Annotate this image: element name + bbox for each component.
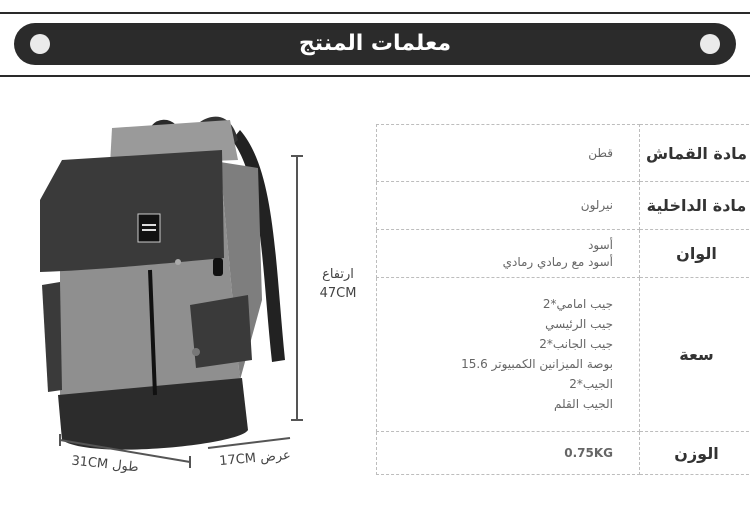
spec-key: الوزن bbox=[640, 432, 750, 475]
spec-value-line: أسود bbox=[588, 237, 613, 252]
banner-dot-right bbox=[700, 34, 720, 54]
spec-value bbox=[377, 432, 640, 475]
header-banner bbox=[14, 23, 736, 65]
backpack-image bbox=[0, 90, 375, 528]
spec-value bbox=[377, 278, 640, 432]
height-dimension-cap-bottom bbox=[291, 419, 303, 421]
spec-value-line: جيب الرئيسي bbox=[545, 317, 613, 331]
spec-key: الوان bbox=[640, 230, 750, 278]
top-rule bbox=[0, 12, 750, 14]
height-dimension-cap-top bbox=[291, 155, 303, 157]
width-value: 17CM bbox=[218, 450, 257, 470]
table-row bbox=[377, 230, 750, 278]
spec-value-line: جيب الجانب*2 bbox=[539, 337, 613, 351]
table-row bbox=[377, 432, 750, 475]
spec-key: مادة القماش bbox=[640, 125, 750, 182]
spec-value bbox=[377, 182, 640, 230]
spec-value-line: الجيب القلم bbox=[554, 397, 613, 411]
spec-table bbox=[376, 124, 750, 475]
spec-value-line: 15.6 بوصة الميزانين الكمبيوتر bbox=[461, 357, 613, 371]
table-row bbox=[377, 125, 750, 182]
bottom-rule bbox=[0, 75, 750, 77]
height-dimension-line bbox=[296, 155, 298, 421]
spec-value bbox=[377, 125, 640, 182]
spec-key: مادة الداخلية bbox=[640, 182, 750, 230]
height-value: 47CM bbox=[319, 286, 357, 301]
spec-value bbox=[377, 230, 640, 278]
height-label bbox=[308, 267, 368, 301]
spec-value-line: جيب امامي*2 bbox=[542, 297, 613, 311]
spec-value-line: الجيب*2 bbox=[569, 377, 613, 391]
height-label-text: ارتفاع bbox=[322, 267, 354, 282]
spec-value-line: قطن bbox=[588, 145, 613, 160]
spec-key: سعة bbox=[640, 278, 750, 432]
width-label-text: عرض bbox=[259, 447, 292, 466]
table-row bbox=[377, 182, 750, 230]
length-value: 31CM bbox=[70, 453, 109, 473]
spec-value-line: نيرلون bbox=[580, 198, 613, 212]
length-label-text: طول bbox=[111, 457, 140, 476]
spec-value-line: 0.75KG bbox=[564, 445, 613, 460]
table-row bbox=[377, 278, 750, 432]
spec-value-line: أسود مع رمادي رمادي bbox=[502, 254, 613, 269]
page-title: معلمات المنتج bbox=[298, 31, 452, 56]
